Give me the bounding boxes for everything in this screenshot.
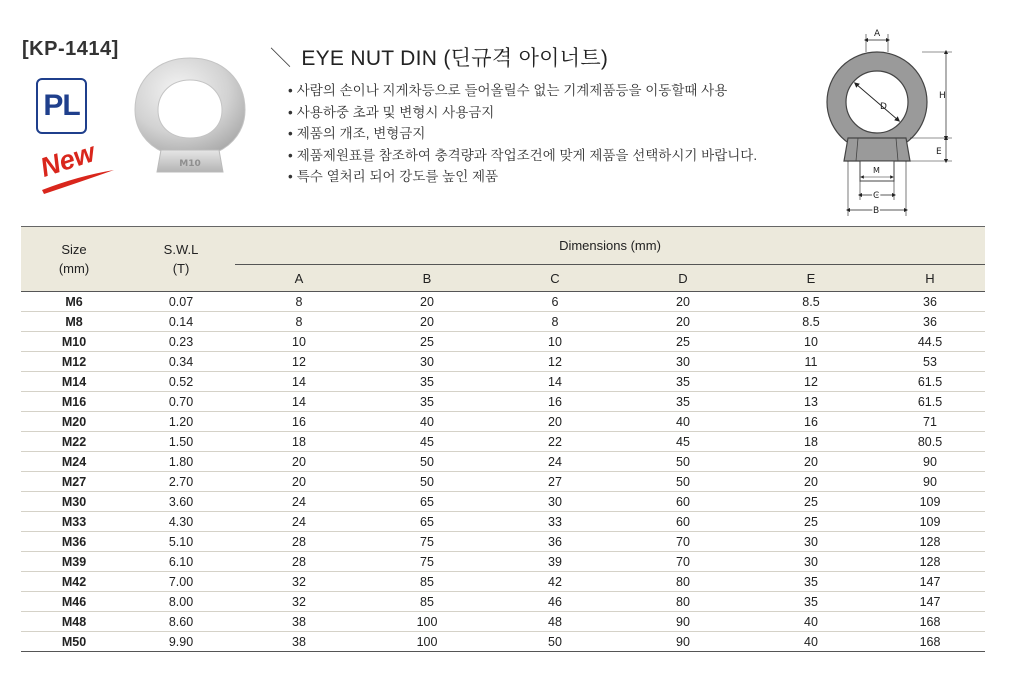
cell-dimension: 40 bbox=[619, 412, 747, 432]
cell-dimension: 128 bbox=[875, 532, 985, 552]
cell-swl: 8.00 bbox=[127, 592, 235, 612]
cell-dimension: 14 bbox=[235, 372, 363, 392]
page-title bbox=[270, 42, 608, 72]
cell-dimension: 147 bbox=[875, 572, 985, 592]
cell-swl: 8.60 bbox=[127, 612, 235, 632]
cell-size: M24 bbox=[21, 452, 127, 472]
cell-dimension: 50 bbox=[363, 472, 491, 492]
feature-item: • 제품제원표를 참조하여 충격량과 작업조건에 맞게 제품을 선택하시기 바랍니다. bbox=[288, 145, 757, 167]
table-row bbox=[21, 392, 985, 412]
new-swoosh-icon bbox=[38, 168, 118, 198]
cell-dimension: 40 bbox=[363, 412, 491, 432]
cell-dimension: 45 bbox=[619, 432, 747, 452]
cell-size: M8 bbox=[21, 312, 127, 332]
cell-dimension: 20 bbox=[235, 472, 363, 492]
cell-dimension: 20 bbox=[491, 412, 619, 432]
cell-dimension: 35 bbox=[363, 392, 491, 412]
table-row bbox=[21, 612, 985, 632]
cell-dimension: 85 bbox=[363, 592, 491, 612]
cell-dimension: 14 bbox=[235, 392, 363, 412]
cell-dimension: 25 bbox=[747, 512, 875, 532]
cell-size: M20 bbox=[21, 412, 127, 432]
cell-dimension: 10 bbox=[491, 332, 619, 352]
cell-dimension: 45 bbox=[363, 432, 491, 452]
cell-dimension: 50 bbox=[619, 452, 747, 472]
cell-dimension: 61.5 bbox=[875, 392, 985, 412]
header-swl-line1: S.W.L bbox=[163, 242, 199, 257]
cell-dimension: 25 bbox=[747, 492, 875, 512]
cell-dimension: 42 bbox=[491, 572, 619, 592]
cell-dimension: 20 bbox=[363, 312, 491, 332]
table-row bbox=[21, 312, 985, 332]
cell-dimension: 40 bbox=[747, 612, 875, 632]
cell-dimension: 48 bbox=[491, 612, 619, 632]
cell-dimension: 90 bbox=[875, 472, 985, 492]
cell-dimension: 70 bbox=[619, 552, 747, 572]
cell-dimension: 109 bbox=[875, 512, 985, 532]
cell-dimension: 90 bbox=[619, 632, 747, 652]
cell-dimension: 8.5 bbox=[747, 312, 875, 332]
cell-swl: 0.14 bbox=[127, 312, 235, 332]
cell-dimension: 147 bbox=[875, 592, 985, 612]
pl-logo-text: PL bbox=[43, 89, 80, 122]
cell-dimension: 33 bbox=[491, 512, 619, 532]
cell-swl: 0.52 bbox=[127, 372, 235, 392]
cell-size: M50 bbox=[21, 632, 127, 652]
table-row bbox=[21, 532, 985, 552]
cell-size: M10 bbox=[21, 332, 127, 352]
header-size-line1: Size bbox=[61, 242, 87, 257]
cell-dimension: 6 bbox=[491, 292, 619, 312]
cell-dimension: 168 bbox=[875, 612, 985, 632]
cell-swl: 0.07 bbox=[127, 292, 235, 312]
cell-dimension: 8.5 bbox=[747, 292, 875, 312]
cell-size: M46 bbox=[21, 592, 127, 612]
new-badge: New bbox=[36, 137, 99, 183]
cell-dimension: 100 bbox=[363, 632, 491, 652]
cell-dimension: 60 bbox=[619, 492, 747, 512]
cell-dimension: 90 bbox=[619, 612, 747, 632]
feature-item: • 사용하중 초과 및 변형시 사용금지 bbox=[288, 102, 757, 124]
cell-dimension: 61.5 bbox=[875, 372, 985, 392]
cell-dimension: 65 bbox=[363, 512, 491, 532]
cell-dimension: 20 bbox=[619, 312, 747, 332]
cell-dimension: 30 bbox=[747, 532, 875, 552]
cell-swl: 0.23 bbox=[127, 332, 235, 352]
photo-stamp: M10 bbox=[179, 159, 201, 169]
cell-dimension: 85 bbox=[363, 572, 491, 592]
table-row bbox=[21, 452, 985, 472]
cell-swl: 1.20 bbox=[127, 412, 235, 432]
cell-dimension: 22 bbox=[491, 432, 619, 452]
feature-item: • 제품의 개조, 변형금지 bbox=[288, 123, 757, 145]
dimension-diagram bbox=[812, 20, 972, 220]
pl-logo bbox=[36, 78, 87, 134]
cell-dimension: 35 bbox=[619, 392, 747, 412]
cell-dimension: 8 bbox=[235, 312, 363, 332]
table-row bbox=[21, 332, 985, 352]
cell-dimension: 24 bbox=[235, 512, 363, 532]
table-row bbox=[21, 492, 985, 512]
cell-dimension: 27 bbox=[491, 472, 619, 492]
cell-size: M16 bbox=[21, 392, 127, 412]
header-size bbox=[21, 227, 127, 292]
cell-dimension: 24 bbox=[491, 452, 619, 472]
table-row bbox=[21, 352, 985, 372]
header-dimensions: Dimensions (mm) bbox=[235, 227, 985, 265]
cell-swl: 1.50 bbox=[127, 432, 235, 452]
label-a: A bbox=[874, 29, 881, 39]
table-row bbox=[21, 472, 985, 492]
cell-dimension: 20 bbox=[363, 292, 491, 312]
cell-size: M33 bbox=[21, 512, 127, 532]
cell-dimension: 39 bbox=[491, 552, 619, 572]
cell-size: M14 bbox=[21, 372, 127, 392]
cell-dimension: 14 bbox=[491, 372, 619, 392]
cell-dimension: 60 bbox=[619, 512, 747, 532]
header-swl-line2: (T) bbox=[172, 261, 190, 276]
header-col-h: H bbox=[875, 265, 985, 292]
cell-size: M30 bbox=[21, 492, 127, 512]
cell-size: M22 bbox=[21, 432, 127, 452]
cell-dimension: 30 bbox=[619, 352, 747, 372]
table-row bbox=[21, 292, 985, 312]
cell-dimension: 80 bbox=[619, 572, 747, 592]
label-d: D bbox=[880, 102, 887, 112]
cell-dimension: 44.5 bbox=[875, 332, 985, 352]
header-col-a: A bbox=[235, 265, 363, 292]
spec-table bbox=[21, 226, 985, 652]
cell-dimension: 100 bbox=[363, 612, 491, 632]
cell-dimension: 18 bbox=[235, 432, 363, 452]
cell-dimension: 32 bbox=[235, 592, 363, 612]
header-col-e: E bbox=[747, 265, 875, 292]
cell-swl: 9.90 bbox=[127, 632, 235, 652]
table-row bbox=[21, 552, 985, 572]
cell-swl: 5.10 bbox=[127, 532, 235, 552]
cell-dimension: 13 bbox=[747, 392, 875, 412]
cell-dimension: 128 bbox=[875, 552, 985, 572]
cell-dimension: 35 bbox=[747, 572, 875, 592]
cell-dimension: 20 bbox=[235, 452, 363, 472]
cell-dimension: 12 bbox=[491, 352, 619, 372]
cell-dimension: 25 bbox=[619, 332, 747, 352]
cell-dimension: 25 bbox=[363, 332, 491, 352]
cell-dimension: 35 bbox=[747, 592, 875, 612]
table-row bbox=[21, 432, 985, 452]
cell-dimension: 80.5 bbox=[875, 432, 985, 452]
cell-dimension: 50 bbox=[491, 632, 619, 652]
cell-dimension: 16 bbox=[491, 392, 619, 412]
table-row bbox=[21, 632, 985, 652]
cell-swl: 0.34 bbox=[127, 352, 235, 372]
feature-item: • 사람의 손이나 지게차등으로 들어올릴수 없는 기계제품등을 이동할때 사용 bbox=[288, 80, 757, 102]
cell-dimension: 20 bbox=[619, 292, 747, 312]
table-row bbox=[21, 592, 985, 612]
table-header bbox=[21, 227, 985, 292]
label-c: C bbox=[873, 191, 880, 201]
table-row bbox=[21, 372, 985, 392]
cell-dimension: 168 bbox=[875, 632, 985, 652]
table-row bbox=[21, 412, 985, 432]
cell-dimension: 70 bbox=[619, 532, 747, 552]
label-b: B bbox=[873, 206, 880, 216]
cell-swl: 7.00 bbox=[127, 572, 235, 592]
cell-dimension: 46 bbox=[491, 592, 619, 612]
cell-dimension: 38 bbox=[235, 632, 363, 652]
cell-dimension: 8 bbox=[235, 292, 363, 312]
table-row bbox=[21, 572, 985, 592]
cell-size: M36 bbox=[21, 532, 127, 552]
cell-dimension: 36 bbox=[875, 312, 985, 332]
cell-dimension: 32 bbox=[235, 572, 363, 592]
cell-swl: 6.10 bbox=[127, 552, 235, 572]
header-col-d: D bbox=[619, 265, 747, 292]
cell-dimension: 28 bbox=[235, 552, 363, 572]
cell-dimension: 65 bbox=[363, 492, 491, 512]
title-prefix: ＼ bbox=[270, 47, 292, 70]
cell-dimension: 24 bbox=[235, 492, 363, 512]
product-code: [KP-1414] bbox=[22, 38, 119, 60]
cell-dimension: 40 bbox=[747, 632, 875, 652]
eye-nut-photo bbox=[125, 50, 255, 180]
header-swl bbox=[127, 227, 235, 292]
cell-dimension: 35 bbox=[619, 372, 747, 392]
cell-dimension: 16 bbox=[235, 412, 363, 432]
table-row bbox=[21, 512, 985, 532]
header-col-c: C bbox=[491, 265, 619, 292]
cell-dimension: 12 bbox=[747, 372, 875, 392]
feature-list bbox=[288, 80, 757, 188]
cell-swl: 3.60 bbox=[127, 492, 235, 512]
cell-dimension: 30 bbox=[491, 492, 619, 512]
cell-swl: 1.80 bbox=[127, 452, 235, 472]
label-e: E bbox=[936, 147, 942, 157]
cell-dimension: 11 bbox=[747, 352, 875, 372]
cell-dimension: 16 bbox=[747, 412, 875, 432]
cell-dimension: 71 bbox=[875, 412, 985, 432]
cell-dimension: 20 bbox=[747, 452, 875, 472]
cell-dimension: 53 bbox=[875, 352, 985, 372]
label-m: M bbox=[873, 166, 880, 175]
cell-dimension: 10 bbox=[235, 332, 363, 352]
cell-dimension: 50 bbox=[619, 472, 747, 492]
cell-dimension: 35 bbox=[363, 372, 491, 392]
cell-dimension: 36 bbox=[875, 292, 985, 312]
cell-swl: 4.30 bbox=[127, 512, 235, 532]
cell-dimension: 50 bbox=[363, 452, 491, 472]
cell-dimension: 10 bbox=[747, 332, 875, 352]
cell-dimension: 38 bbox=[235, 612, 363, 632]
table-body bbox=[21, 292, 985, 652]
cell-dimension: 28 bbox=[235, 532, 363, 552]
cell-dimension: 30 bbox=[747, 552, 875, 572]
feature-item: • 특수 열처리 되어 강도를 높인 제품 bbox=[288, 166, 757, 188]
cell-dimension: 109 bbox=[875, 492, 985, 512]
cell-dimension: 75 bbox=[363, 552, 491, 572]
cell-dimension: 75 bbox=[363, 532, 491, 552]
cell-dimension: 20 bbox=[747, 472, 875, 492]
cell-dimension: 36 bbox=[491, 532, 619, 552]
cell-size: M6 bbox=[21, 292, 127, 312]
cell-size: M39 bbox=[21, 552, 127, 572]
cell-swl: 0.70 bbox=[127, 392, 235, 412]
cell-dimension: 8 bbox=[491, 312, 619, 332]
cell-swl: 2.70 bbox=[127, 472, 235, 492]
cell-dimension: 80 bbox=[619, 592, 747, 612]
cell-size: M27 bbox=[21, 472, 127, 492]
cell-size: M42 bbox=[21, 572, 127, 592]
title-text: EYE NUT DIN (딘규격 아이너트) bbox=[301, 47, 609, 70]
cell-dimension: 12 bbox=[235, 352, 363, 372]
cell-dimension: 18 bbox=[747, 432, 875, 452]
base-collar bbox=[844, 138, 910, 161]
header-size-line2: (mm) bbox=[58, 261, 90, 276]
label-h: H bbox=[939, 91, 946, 101]
cell-dimension: 30 bbox=[363, 352, 491, 372]
cell-dimension: 90 bbox=[875, 452, 985, 472]
header-col-b: B bbox=[363, 265, 491, 292]
cell-size: M12 bbox=[21, 352, 127, 372]
cell-size: M48 bbox=[21, 612, 127, 632]
